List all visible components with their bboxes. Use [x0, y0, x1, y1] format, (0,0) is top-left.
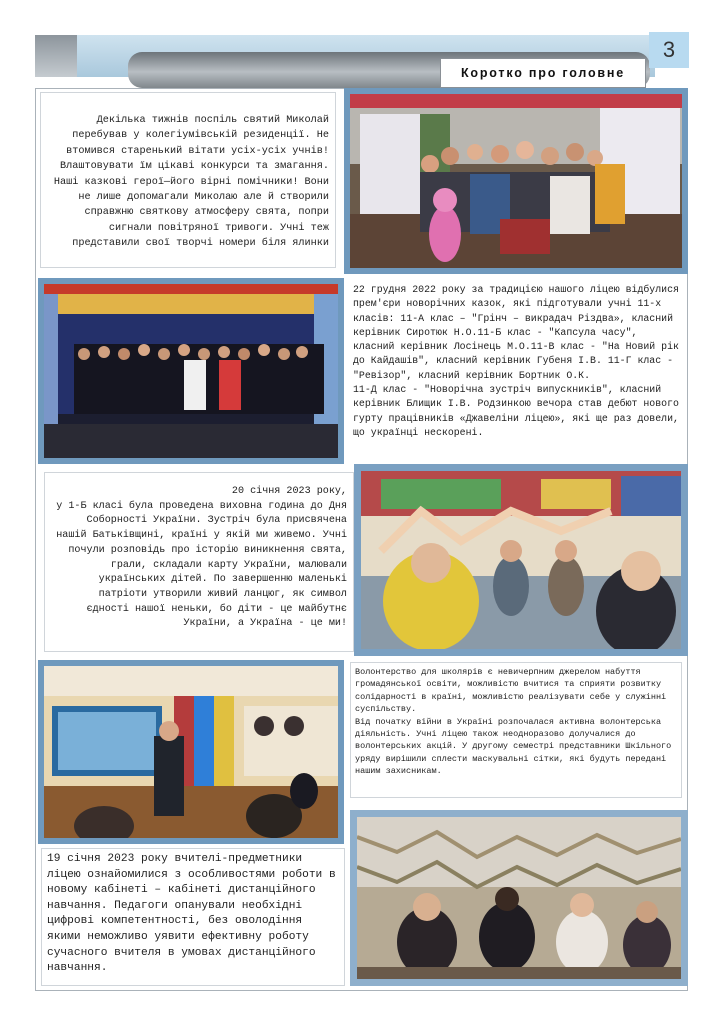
photo-distance-room	[44, 666, 338, 838]
photo-fairy-tales-stage	[44, 284, 338, 458]
photo-frame-fairy-tales	[38, 278, 344, 464]
photo-frame-volunteering	[350, 810, 688, 986]
page-number: 3	[649, 32, 689, 68]
article-fairy-tales-para2: 11-Д клас - "Новорічна зустріч випускників", класний керівник Блищик І.В. Родзинкою вечора став дебют нового гурту працівників «Джавеліни ліцею», які ще раз довели, що українці нескорені.	[353, 384, 679, 438]
photo-sobornist-classroom	[361, 471, 681, 649]
article-volunteering-para1: Волонтерство для школярів є невичерпним джерелом набуття громадянської освіти, можливістю вчитися та сприяти розвитку солідарності в країні, можливістю реалізувати себе у служінні суспільству.	[355, 667, 667, 715]
article-volunteering	[350, 662, 682, 798]
article-volunteering-para2: Від початку війни в Україні розпочалася активна волонтерська діяльність. Учні ліцею також неодноразово долучалися до волонтерських акцій. У другому семестрі представники Шкільного уряду вирішили сплести маскувальні сітки, які будуть передані нашим захисникам.	[355, 716, 672, 777]
article-sobornist-body: у 1-Б класі була проведена виховна година до Дня Соборності України. Зустріч була присвячена нашій Батьківщині, країні у якій ми живемо. Учні почули розповідь про історію виникнення свята, грали, складали карту України, малювали українських дітей. По завершенню маленькі патріоти утворили живий ланцюг, як символ єдності нашої неньки, бо діти - це майбутнє України, а Україна - це ми!	[56, 500, 347, 630]
article-sobornist-date: 20 січня 2023 року,	[231, 486, 347, 497]
article-mykolai: Декілька тижнів поспіль святий Миколай перебував у колегіумівській резиденції. Не втомився старенький вітати усіх-усіх учнів! Влаштовувати їм цікаві конкурси та змагання. Наші казкові герої—його вірні помічники! Вони не лише допомагали Миколаю але й створили справжню святкову атмосферу свята, попри сигнали повітряної тривоги. Учні теж представили свої творчі номери біля ялинки	[40, 92, 336, 268]
photo-frame-sobornist	[354, 464, 688, 656]
article-fairy-tales	[347, 280, 687, 460]
article-fairy-tales-para1: 22 грудня 2022 року за традицією нашого ліцею відбулися прем'єри новорічних казок, які підготували учні 11-х класів: 11-А клас – "Грінч – викрадач Різдва», класний керівник Сиротюк Н.О.11-Б клас - "Капсула часу", класний керівник Лосінець М.О.11-В клас - "На Новий рік до Кайдашів", класний керівник Губеня І.В. 11-Г клас - "Ревізор", класний керівник Бортник О.К.	[353, 284, 679, 381]
section-title: Коротко про головне	[440, 58, 646, 88]
article-distance-room: 19 січня 2023 року вчителі-предметники ліцею ознайомилися з особливостями роботи в новому кабінеті – кабінеті дистанційного навчання. Педагоги опанували необхідні цифрові компетентності, без оволодіння якими неможливо уявити ефективну роботу сучасного вчителя в умовах дистанційного навчання.	[41, 848, 345, 986]
photo-volunteering-nets	[357, 817, 681, 979]
photo-frame-distance-room	[38, 660, 344, 844]
header-square	[35, 35, 77, 77]
photo-mykolai-celebration	[350, 94, 682, 268]
article-sobornist	[44, 472, 354, 652]
photo-frame-mykolai	[344, 88, 688, 274]
